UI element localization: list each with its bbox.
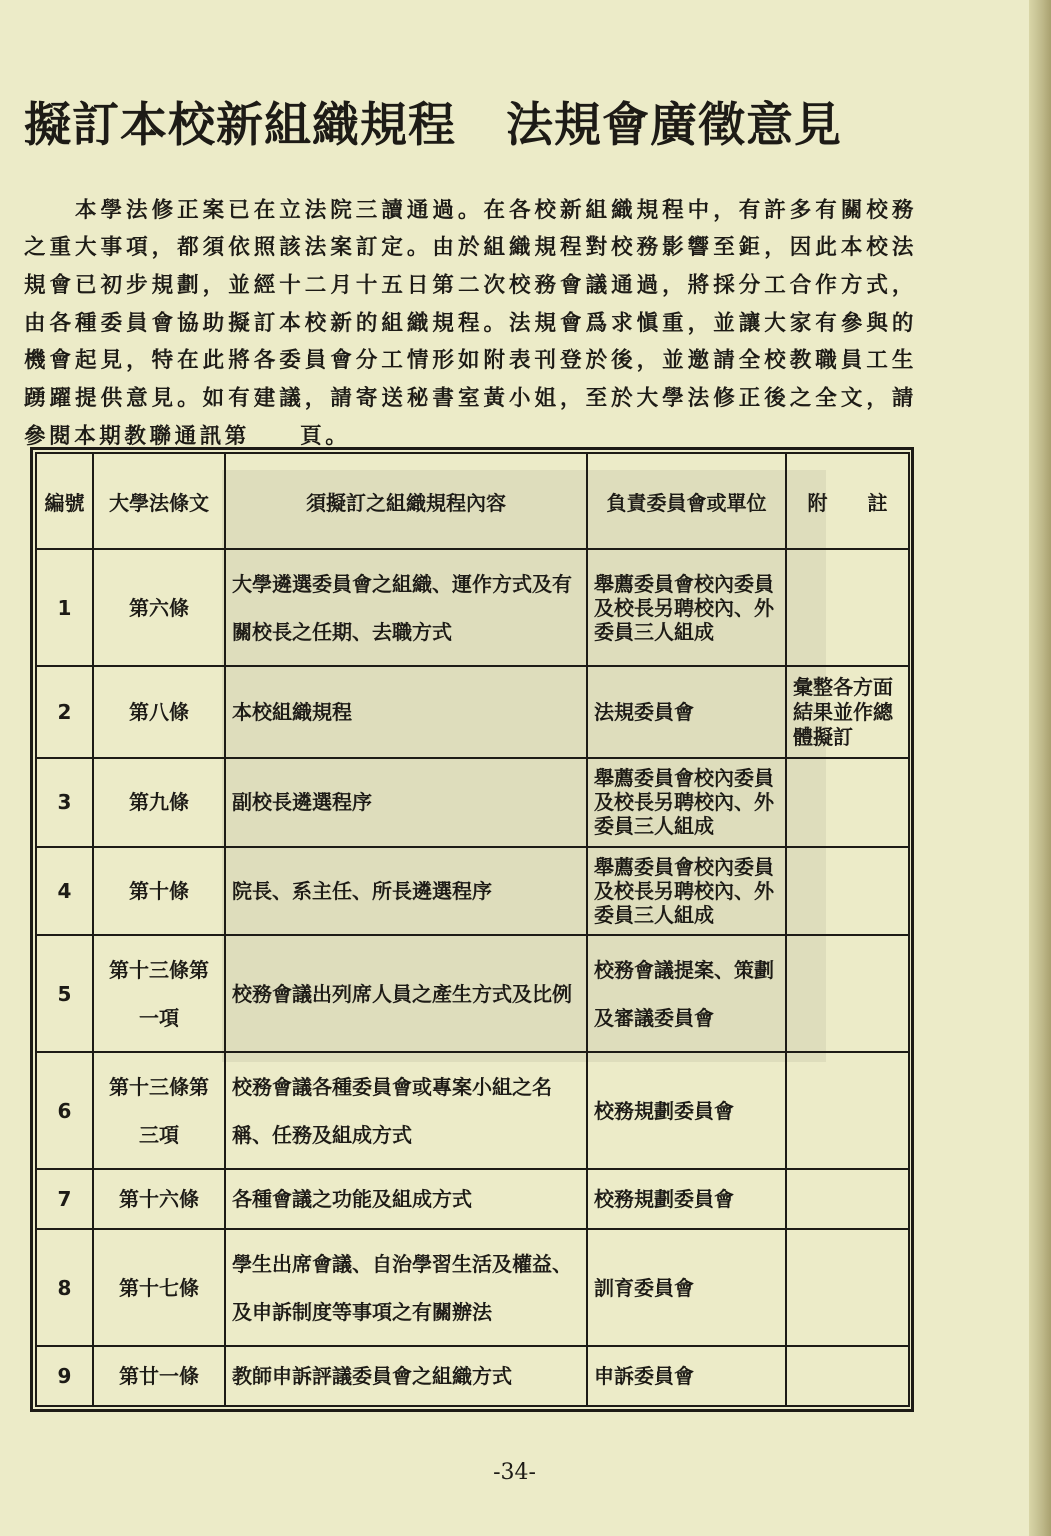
table-header-row <box>36 453 909 549</box>
table-row <box>36 935 909 1052</box>
row-content: 各種會議之功能及組成方式 <box>225 1169 587 1229</box>
header-note: 附 註 <box>786 453 909 549</box>
row-article: 第十三條第三項 <box>93 1052 225 1169</box>
row-note <box>786 1346 909 1406</box>
row-content: 本校組織規程 <box>225 666 587 758</box>
header-owner: 負責委員會或單位 <box>587 453 786 549</box>
row-number: 2 <box>36 666 93 758</box>
row-article: 第廿一條 <box>93 1346 225 1406</box>
row-number: 6 <box>36 1052 93 1169</box>
row-content: 學生出席會議、自治學習生活及權益、及申訴制度等事項之有關辦法 <box>225 1229 587 1346</box>
table-body <box>36 549 909 1406</box>
row-article: 第八條 <box>93 666 225 758</box>
header-content: 須擬訂之組織規程內容 <box>225 453 587 549</box>
row-content: 校務會議各種委員會或專案小組之名稱、任務及組成方式 <box>225 1052 587 1169</box>
article-headline <box>24 88 842 155</box>
row-content: 教師申訴評議委員會之組織方式 <box>225 1346 587 1406</box>
page-number: -34- <box>493 1460 536 1485</box>
row-number: 8 <box>36 1229 93 1346</box>
row-article: 第十條 <box>93 847 225 935</box>
row-article: 第十六條 <box>93 1169 225 1229</box>
table-row <box>36 1052 909 1169</box>
row-article: 第十七條 <box>93 1229 225 1346</box>
row-number: 5 <box>36 935 93 1052</box>
page-edge <box>1029 0 1051 1536</box>
row-note <box>786 549 909 666</box>
row-number: 3 <box>36 758 93 846</box>
row-content: 院長、系主任、所長遴選程序 <box>225 847 587 935</box>
row-owner: 校務規劃委員會 <box>587 1052 786 1169</box>
headline-main: 擬訂本校新組織規程 <box>24 98 456 153</box>
row-note <box>786 1052 909 1169</box>
row-note <box>786 935 909 1052</box>
row-number: 1 <box>36 549 93 666</box>
row-note <box>786 1169 909 1229</box>
assignment-table <box>35 452 910 1407</box>
table-row <box>36 549 909 666</box>
row-note <box>786 847 909 935</box>
header-no: 編號 <box>36 453 93 549</box>
row-note <box>786 1229 909 1346</box>
row-content: 副校長遴選程序 <box>225 758 587 846</box>
row-article: 第六條 <box>93 549 225 666</box>
row-number: 9 <box>36 1346 93 1406</box>
row-content: 校務會議出列席人員之產生方式及比例 <box>225 935 587 1052</box>
row-owner: 舉薦委員會校內委員及校長另聘校內、外委員三人組成 <box>587 758 786 846</box>
row-number: 7 <box>36 1169 93 1229</box>
table-row <box>36 666 909 758</box>
table-row <box>36 847 909 935</box>
row-article: 第十三條第一項 <box>93 935 225 1052</box>
row-note: 彙整各方面結果並作總體擬訂 <box>786 666 909 758</box>
table-row <box>36 758 909 846</box>
headline-sub: 法規會廣徵意見 <box>506 98 842 153</box>
row-owner: 校務規劃委員會 <box>587 1169 786 1229</box>
table-row <box>36 1346 909 1406</box>
row-owner: 校務會議提案、策劃及審議委員會 <box>587 935 786 1052</box>
row-article: 第九條 <box>93 758 225 846</box>
row-content: 大學遴選委員會之組織、運作方式及有關校長之任期、去職方式 <box>225 549 587 666</box>
table-row <box>36 1169 909 1229</box>
row-note <box>786 758 909 846</box>
header-article: 大學法條文 <box>93 453 225 549</box>
row-owner: 法規委員會 <box>587 666 786 758</box>
row-owner: 申訴委員會 <box>587 1346 786 1406</box>
row-owner: 舉薦委員會校內委員及校長另聘校內、外委員三人組成 <box>587 549 786 666</box>
assignment-table-frame <box>30 447 914 1412</box>
table-row <box>36 1229 909 1346</box>
row-owner: 訓育委員會 <box>587 1229 786 1346</box>
row-owner: 舉薦委員會校內委員及校長另聘校內、外委員三人組成 <box>587 847 786 935</box>
intro-paragraph: 本學法修正案已在立法院三讀通過。在各校新組織規程中，有許多有關校務之重大事項，都須依照該法案訂定。由於組織規程對校務影響至鉅，因此本校法規會已初步規劃，並經十二月十五日第二次校務會議通過，將採分工合作方式，由各種委員會協助擬訂本校新的組織規程。法規會爲求愼重，並讓大家有參與的機會起見，特在此將各委員會分工情形如附表刊登於後，並邀請全校教職員工生踴躍提供意見。如有建議，請寄送秘書室黃小姐，至於大學法修正後之全文，請參閱本期教聯通訊第 頁。 <box>24 197 917 449</box>
row-number: 4 <box>36 847 93 935</box>
